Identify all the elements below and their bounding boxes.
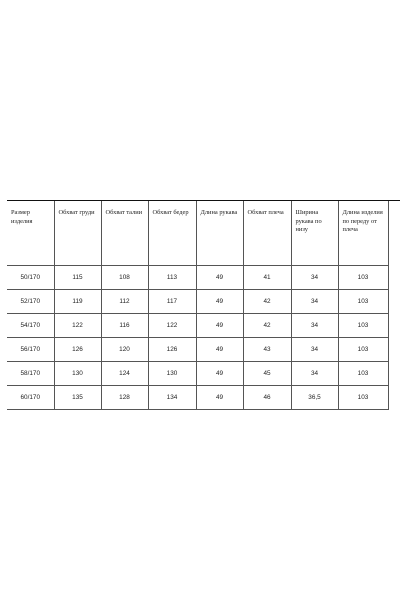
cell-chest: 122 <box>54 314 101 338</box>
cell-size: 56/170 <box>7 338 54 362</box>
cell-size: 50/170 <box>7 266 54 290</box>
cell-sleeve-length: 49 <box>196 314 243 338</box>
table-row <box>7 338 388 362</box>
cell-front-length: 103 <box>338 386 388 410</box>
table-row <box>7 266 388 290</box>
header-chest: Обхват груди <box>54 201 101 266</box>
cell-waist: 112 <box>101 290 148 314</box>
cell-size: 58/170 <box>7 362 54 386</box>
cell-size: 54/170 <box>7 314 54 338</box>
cell-hips: 134 <box>148 386 196 410</box>
size-chart-body <box>7 266 388 410</box>
cell-waist: 108 <box>101 266 148 290</box>
cell-hips: 113 <box>148 266 196 290</box>
cell-front-length: 103 <box>338 338 388 362</box>
cell-sleeve-width: 34 <box>291 338 338 362</box>
cell-chest: 135 <box>54 386 101 410</box>
table-row <box>7 290 388 314</box>
header-sleeve-length: Длина рукава <box>196 201 243 266</box>
cell-hips: 117 <box>148 290 196 314</box>
cell-chest: 119 <box>54 290 101 314</box>
cell-hips: 122 <box>148 314 196 338</box>
header-row <box>7 201 388 266</box>
cell-shoulder-girth: 43 <box>243 338 291 362</box>
table-row <box>7 386 388 410</box>
header-front-length: Длина изделия по переду от плеча <box>338 201 388 266</box>
cell-size: 52/170 <box>7 290 54 314</box>
size-chart-table <box>7 201 389 410</box>
cell-sleeve-width: 36,5 <box>291 386 338 410</box>
header-shoulder-girth: Обхват плеча <box>243 201 291 266</box>
cell-front-length: 103 <box>338 290 388 314</box>
cell-shoulder-girth: 42 <box>243 314 291 338</box>
cell-waist: 124 <box>101 362 148 386</box>
cell-waist: 120 <box>101 338 148 362</box>
cell-shoulder-girth: 41 <box>243 266 291 290</box>
cell-sleeve-width: 34 <box>291 362 338 386</box>
cell-waist: 116 <box>101 314 148 338</box>
cell-front-length: 103 <box>338 266 388 290</box>
header-size: Размер изделия <box>7 201 54 266</box>
cell-front-length: 103 <box>338 362 388 386</box>
header-sleeve-width: Ширина рукава по низу <box>291 201 338 266</box>
cell-sleeve-width: 34 <box>291 314 338 338</box>
cell-sleeve-width: 34 <box>291 266 338 290</box>
cell-sleeve-length: 49 <box>196 338 243 362</box>
cell-shoulder-girth: 45 <box>243 362 291 386</box>
cell-shoulder-girth: 46 <box>243 386 291 410</box>
table-row <box>7 314 388 338</box>
header-hips: Обхват бедер <box>148 201 196 266</box>
cell-sleeve-length: 49 <box>196 266 243 290</box>
table-row <box>7 362 388 386</box>
cell-sleeve-width: 34 <box>291 290 338 314</box>
cell-shoulder-girth: 42 <box>243 290 291 314</box>
cell-hips: 126 <box>148 338 196 362</box>
cell-front-length: 103 <box>338 314 388 338</box>
cell-chest: 130 <box>54 362 101 386</box>
cell-size: 60/170 <box>7 386 54 410</box>
cell-hips: 130 <box>148 362 196 386</box>
cell-chest: 115 <box>54 266 101 290</box>
size-chart-header <box>7 201 388 266</box>
cell-waist: 128 <box>101 386 148 410</box>
cell-sleeve-length: 49 <box>196 386 243 410</box>
cell-chest: 126 <box>54 338 101 362</box>
cell-sleeve-length: 49 <box>196 362 243 386</box>
cell-sleeve-length: 49 <box>196 290 243 314</box>
header-waist: Обхват талии <box>101 201 148 266</box>
